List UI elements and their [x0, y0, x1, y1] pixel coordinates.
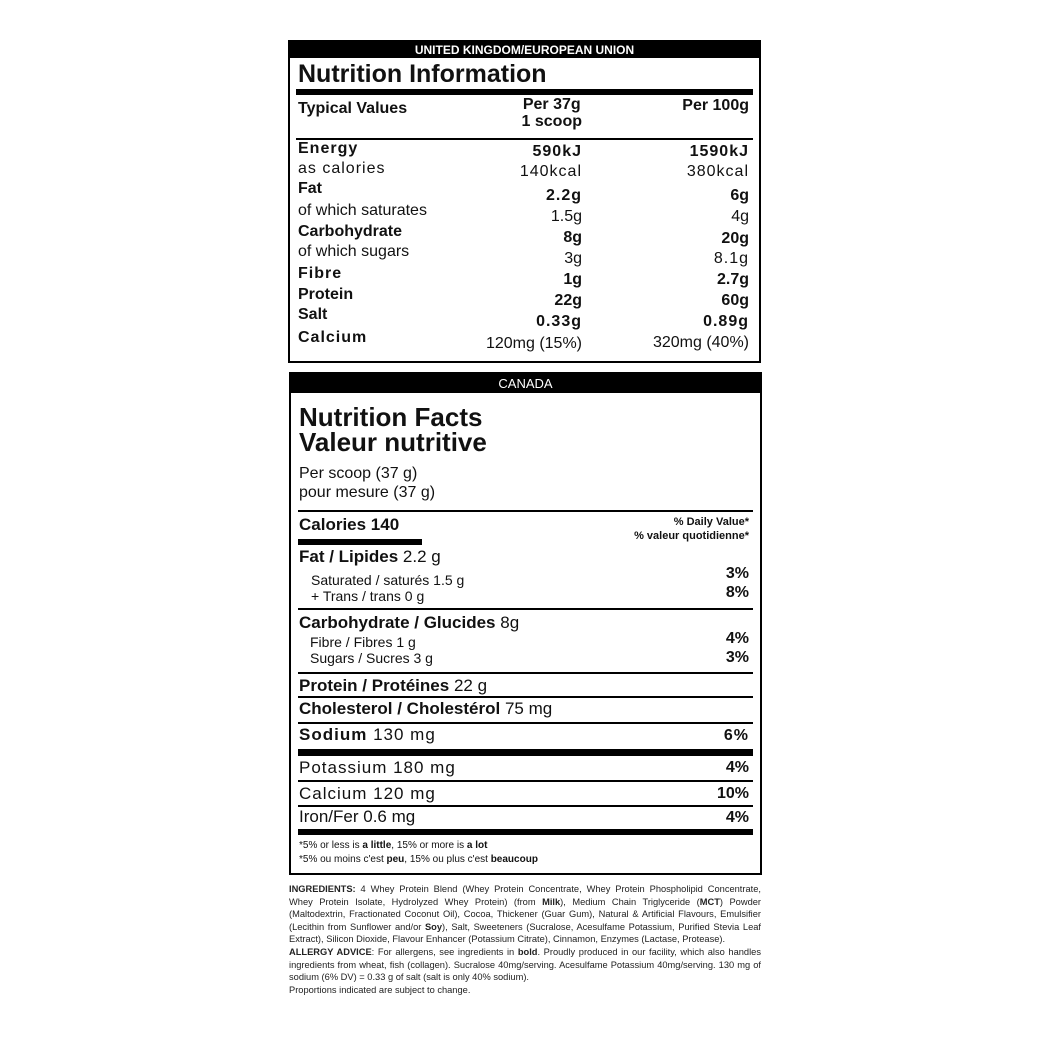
- cholesterol-row: [299, 699, 552, 719]
- uk-row-label: Salt: [298, 306, 328, 323]
- sodium-row: [299, 725, 436, 745]
- calories-bar: [298, 539, 422, 545]
- sugars-dv: 3%: [725, 649, 749, 666]
- uk-row-carbohydrate: [290, 223, 759, 247]
- fat-label: Fat / Lipides: [299, 547, 399, 566]
- uk-row-calories: [290, 160, 759, 180]
- uk-row-per-100g: 1590kJ: [689, 143, 749, 160]
- sat-trans-dv-2: 8%: [725, 584, 749, 601]
- uk-row-calcium: [290, 329, 759, 352]
- iron-row: Iron/Fer 0.6 mg: [299, 807, 416, 826]
- uk-row-per-100g: 6g: [730, 187, 749, 204]
- calcium-dv: 10%: [716, 785, 749, 802]
- canada-nutrition-panel: [289, 372, 762, 875]
- uk-row-per-100g: 0.89g: [703, 313, 749, 330]
- uk-row-label: Energy: [298, 140, 359, 157]
- uk-row-per-100g: 2.7g: [716, 271, 749, 288]
- carbohydrate-label: Carbohydrate / Glucides: [299, 613, 496, 632]
- protein-row: [299, 676, 487, 696]
- uk-row-label: Protein: [298, 286, 354, 303]
- uk-row-per-serving: 3g: [564, 250, 582, 267]
- cholesterol-amount: 75 mg: [504, 699, 553, 718]
- footnote-en: *5% or less is a little, 15% or more is a lot: [299, 840, 488, 851]
- potassium-dv: 4%: [725, 759, 749, 776]
- uk-row-per-serving: 1.5g: [550, 208, 582, 225]
- uk-row-fibre: [290, 265, 759, 288]
- uk-region-header: UNITED KINGDOM/EUROPEAN UNION: [290, 42, 759, 58]
- calcium-row: Calcium 120 mg: [299, 784, 436, 803]
- uk-row-per-serving: 22g: [554, 292, 582, 309]
- divider: [298, 608, 753, 610]
- uk-row-label: of which sugars: [298, 243, 410, 260]
- uk-row-per-serving: 590kJ: [532, 143, 582, 160]
- sodium-dv: 6%: [723, 727, 749, 744]
- uk-col-per-serving: [522, 96, 582, 130]
- sugars-row: Sugars / Sucres 3 g: [310, 650, 433, 666]
- carbohydrate-row: [299, 613, 519, 633]
- uk-col-typical-values: Typical Values: [298, 100, 408, 117]
- ingredients-section: [289, 883, 761, 996]
- sodium-amount: 130 mg: [373, 725, 436, 744]
- uk-row-per-100g: 8.1g: [713, 250, 749, 267]
- fat-row: [299, 547, 441, 567]
- canada-title-en: Nutrition Facts: [299, 402, 483, 432]
- uk-row-per-100g: 380kcal: [686, 163, 749, 180]
- uk-row-label: Fibre: [298, 265, 343, 282]
- uk-row-per-serving: 140kcal: [519, 163, 582, 180]
- protein-label: Protein / Protéines: [299, 676, 450, 695]
- protein-amount: 22 g: [453, 676, 488, 695]
- uk-row-energy: [290, 140, 759, 160]
- serving-size-fr: pour mesure (37 g): [299, 484, 436, 501]
- uk-row-label: Calcium: [298, 329, 368, 346]
- uk-row-per-serving: 2.2g: [545, 187, 582, 204]
- divider: [298, 722, 753, 724]
- daily-value-header: [634, 515, 749, 543]
- uk-row-per-100g: 60g: [721, 292, 749, 309]
- divider: [298, 510, 753, 512]
- uk-col-per-serving-line2: 1 scoop: [521, 113, 582, 130]
- iron-dv: 4%: [725, 809, 749, 826]
- uk-row-per-serving: 0.33g: [536, 313, 582, 330]
- calories-label: Calories 140: [299, 515, 400, 534]
- potassium-row: Potassium 180 mg: [299, 758, 456, 777]
- footnote-fr: *5% ou moins c'est peu, 15% ou plus c'est beaucoup: [299, 854, 538, 865]
- carbohydrate-amount: 8g: [500, 613, 520, 632]
- divider: [298, 780, 753, 782]
- thick-divider: [298, 749, 753, 756]
- daily-value-header-en: % Daily Value*: [673, 516, 749, 528]
- daily-value-header-fr: % valeur quotidienne*: [634, 530, 749, 542]
- uk-row-saturates: [290, 202, 759, 225]
- uk-row-label: as calories: [298, 160, 386, 177]
- fibre-dv: 4%: [725, 630, 749, 647]
- uk-row-per-100g: 4g: [731, 208, 749, 225]
- fat-amount: 2.2 g: [402, 547, 441, 566]
- uk-col-per-100g: Per 100g: [682, 97, 749, 114]
- uk-row-label: of which saturates: [298, 202, 427, 219]
- canada-region-header: CANADA: [291, 374, 760, 393]
- uk-row-per-serving: 120mg (15%): [485, 335, 582, 352]
- uk-row-salt: [290, 306, 759, 330]
- uk-row-label: Carbohydrate: [298, 223, 403, 240]
- sat-trans-dv-1: 3%: [725, 565, 749, 582]
- uk-nutrition-panel: [288, 40, 761, 363]
- uk-row-sugars: [290, 243, 759, 267]
- uk-row-per-serving: 8g: [563, 229, 582, 246]
- uk-row-per-100g: 20g: [721, 230, 749, 247]
- thick-divider: [298, 829, 753, 835]
- divider: [298, 672, 753, 674]
- cholesterol-label: Cholesterol / Cholestérol: [299, 699, 501, 718]
- uk-panel-title: Nutrition Information: [298, 60, 547, 88]
- divider: [298, 696, 753, 698]
- uk-thick-divider: [296, 89, 753, 95]
- uk-row-per-100g: 320mg (40%): [652, 334, 749, 351]
- proportions-note: Proportions indicated are subject to change.: [289, 984, 471, 995]
- canada-title-fr: Valeur nutritive: [299, 427, 487, 457]
- allergy-advice-text: ALLERGY ADVICE: For allergens, see ingredients in bold. Proudly produced in our facility, which also handles ingredients from wheat, fish (collagen). Sucralose 40mg/serving. Acesulfame Potassium 40mg/serving. 130 mg of sodium (6% DV) = 0.33 g of salt (salt is only 40% sodium).: [289, 946, 761, 983]
- sodium-label: Sodium: [299, 725, 368, 744]
- uk-row-label: Fat: [298, 180, 322, 197]
- trans-fat-row: + Trans / trans 0 g: [311, 588, 425, 604]
- uk-row-fat: [290, 180, 759, 204]
- serving-size-en: Per scoop (37 g): [299, 465, 418, 482]
- uk-col-per-serving-line1: Per 37g: [522, 96, 581, 113]
- ingredients-text: INGREDIENTS: 4 Whey Protein Blend (Whey Protein Concentrate, Whey Protein Phospholipid Concentrate, Whey Protein Isolate, Hydrolyzed Whey Protein) (from Milk), Medium Chain Triglyceride (MCT) Powder (Maltodextrin, Fractionated Coconut Oil), Cocoa, Thickener (Guar Gum), Natural & Artificial Flavours, Emulsifier (Lecithin from Sunflower and/or Soy), Salt, Sweeteners (Sucralose, Acesulfame Potassium, Purified Stevia Leaf Extract), Silicon Dioxide, Flavour Enhancer (Potassium Citrate), Cinnamon, Enzymes (Lactase, Protease).: [289, 884, 762, 945]
- saturated-fat-row: Saturated / saturés 1.5 g: [311, 572, 465, 588]
- uk-row-per-serving: 1g: [563, 271, 582, 288]
- fibre-row: Fibre / Fibres 1 g: [310, 634, 416, 650]
- uk-row-protein: [290, 286, 759, 309]
